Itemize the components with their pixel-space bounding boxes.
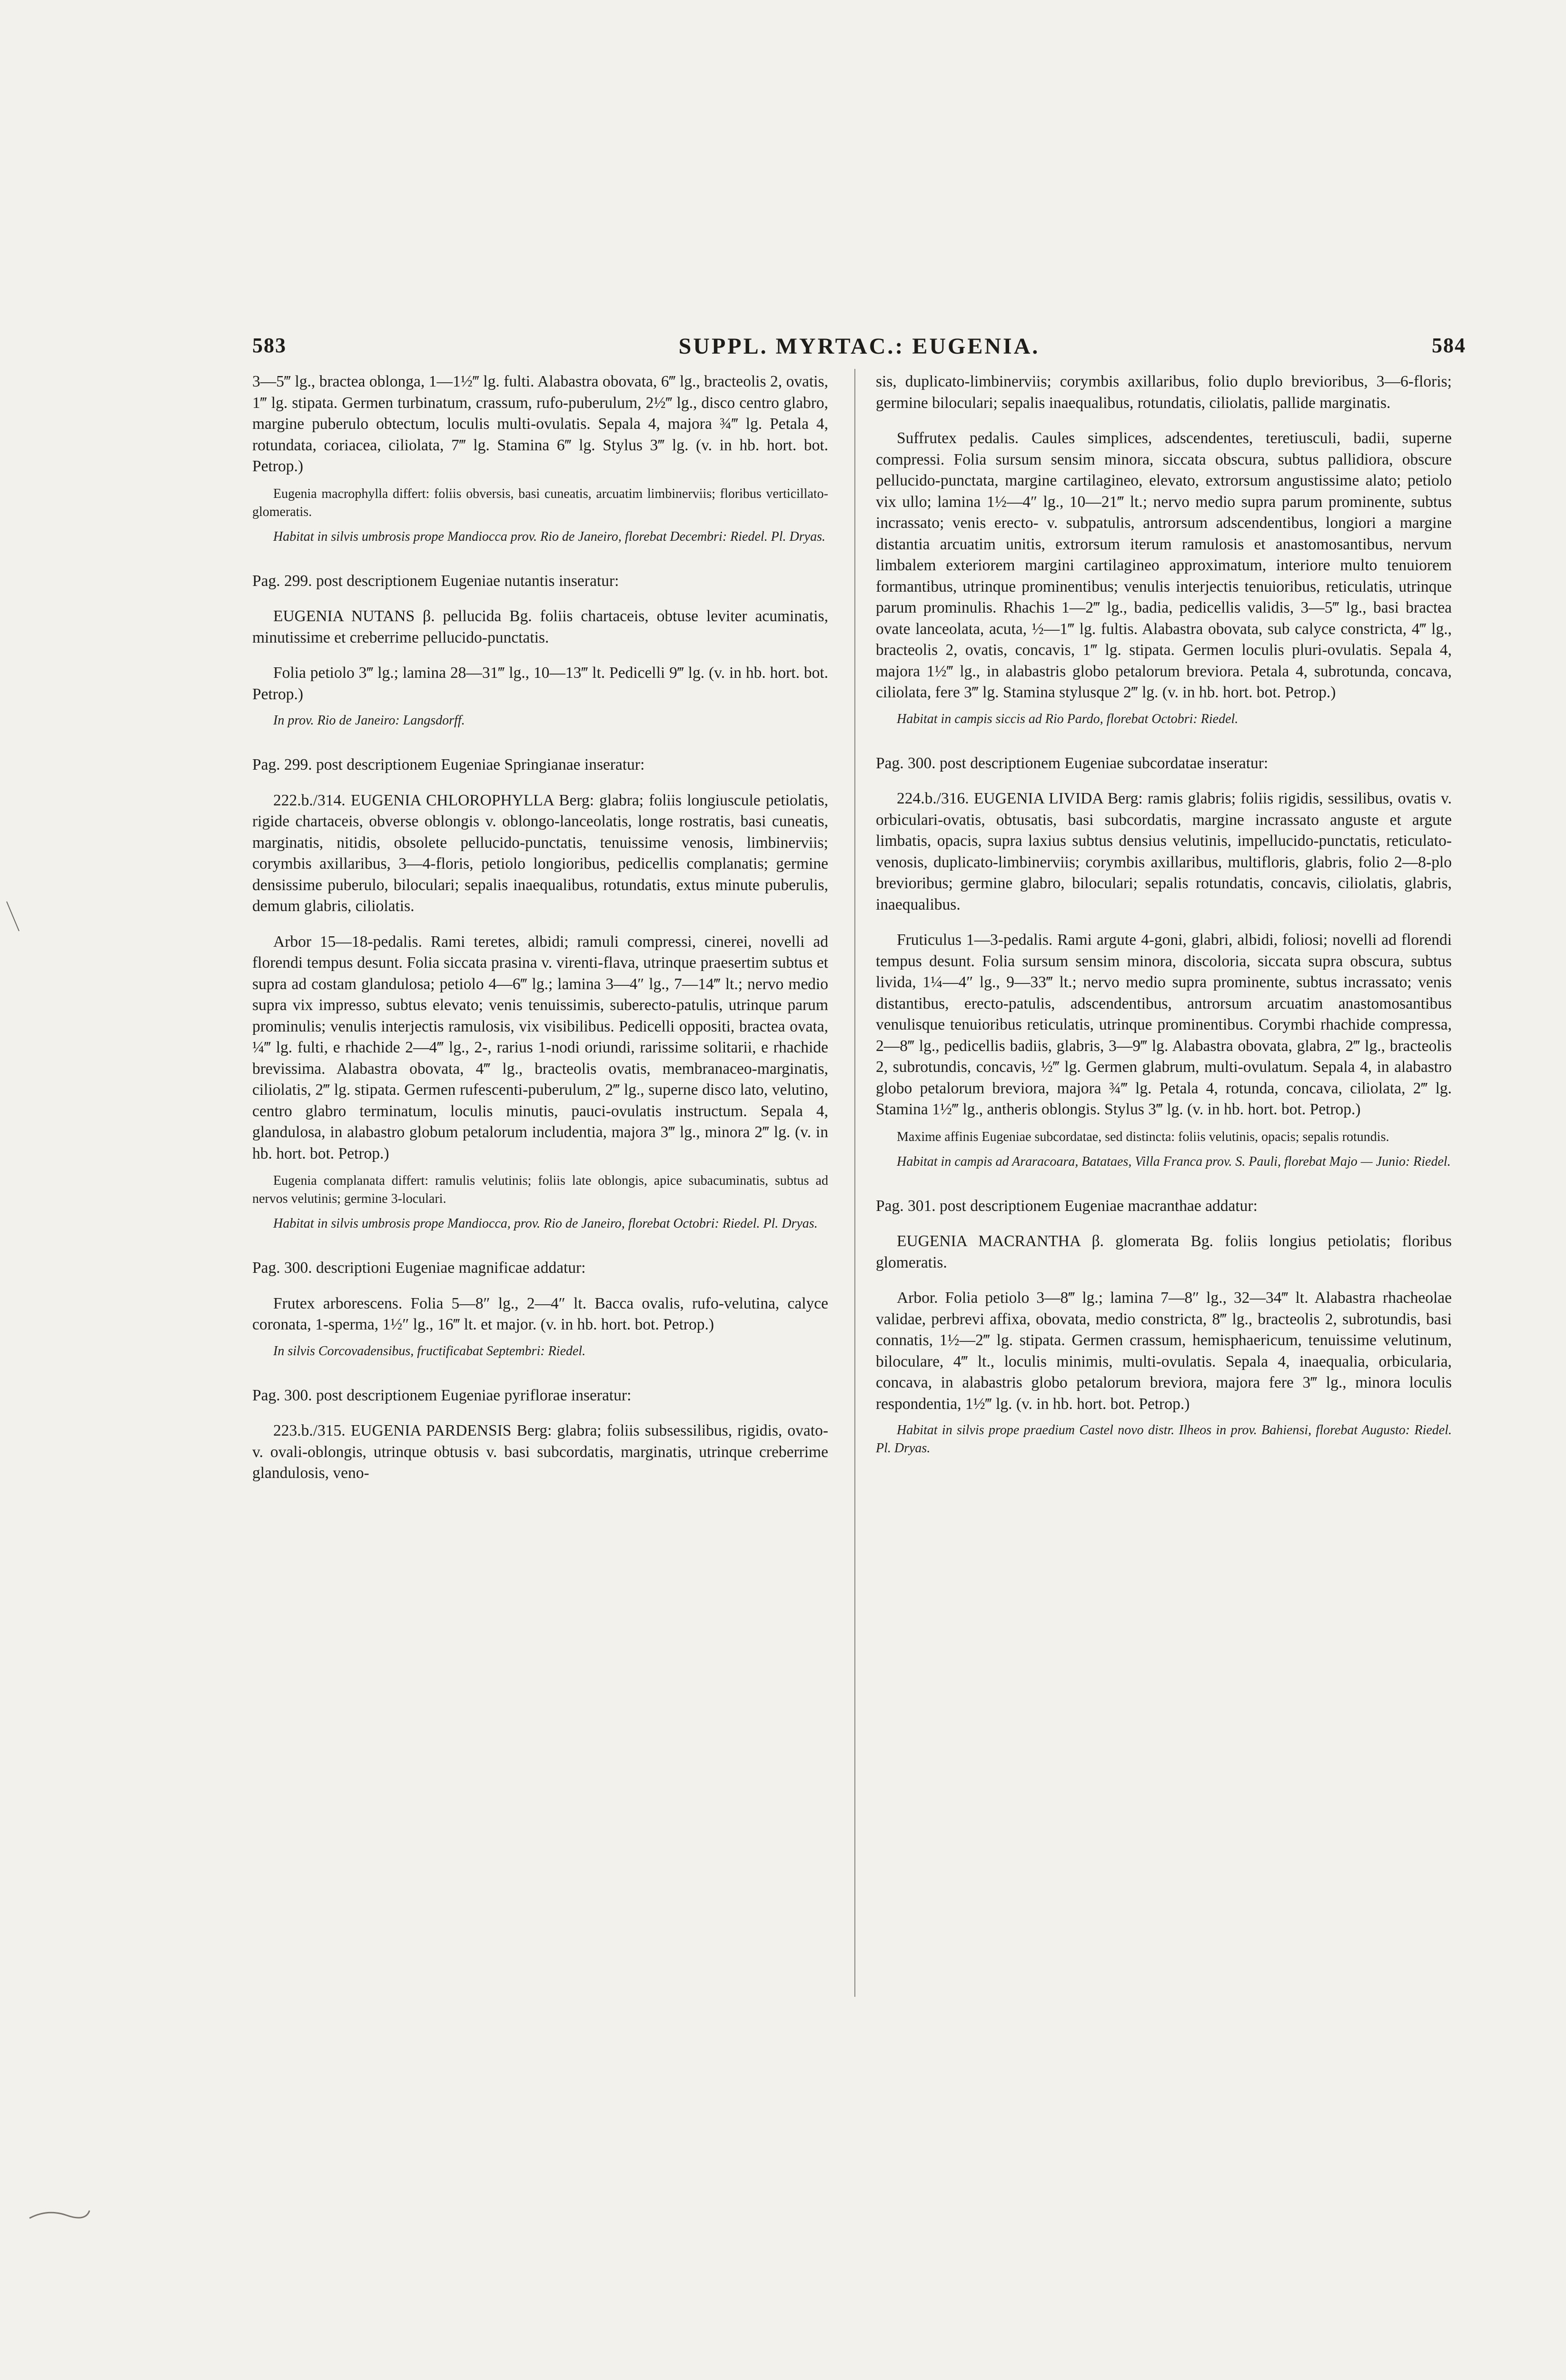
right-column [876, 371, 1452, 1458]
running-title: SUPPL. MYRTAC.: EUGENIA. [678, 334, 1040, 359]
species-description: Fruticulus 1—3-pedalis. Rami argute 4-goni, glabri, albidi, foliosi; novelli ad florendi tempus desunt. Folia sursum sensim minora, discoloria, siccata supra obscura, subtus livida, 1¼—4″ lg., 9—33‴ lt.; nervo medio supra prominente, subtus incrassato; venis distantibus, erecto-patulis, adscendentibus, antrorsum arcuatim anastomosantibus venulisque tenuioribus reticulatis, utrinque prominentibus. Corymbi rhachide compressa, 2—8‴ lg., pedicellis badiis, glabris, 3—9‴ lg. Alabastra obovata, glabra, 2‴ lg., bracteolis 2, subrotundis, concavis, ½‴ lg. Germen glabrum, multi-ovulatum. Sepala 4, in alabastro globo petalorum breviora, majora ¾‴ lg. Petala 4, rotunda, concava, ciliolata, 2‴ lg. Stamina 1½‴ lg., antheris oblongis. Stylus 3‴ lg. (v. in hb. hort. bot. Petrop.) [876, 931, 1452, 1118]
running-header [252, 333, 1466, 364]
section-livida [876, 753, 1452, 1171]
column-divider [854, 369, 855, 1997]
species-heading: 224.b./316. EUGENIA LIVIDA Berg: ramis glabris; foliis rigidis, sessilibus, ovatis v. orbiculari-ovatis, obtusatis, basi subcordatis, margine incrassato anguste et argute limbatis, opacis, supra laxius subtus densius velutinis, impellucido-punctatis, reticulato-venosis, duplicato-limbinerviis; corymbis axillaribus, multifloris, glabris, folio 2—8-plo brevioribus; germine glabro, bilocularі; sepalis rotundatis, concavis, ciliolatis, glabris, inaequalibus. [876, 790, 1452, 913]
differential-note: Eugenia macrophylla differt: foliis obversis, basi cuneatis, arcuatim limbinerviis; floribus verticillato-glomeratis. [252, 486, 828, 519]
species-heading: 222.b./314. EUGENIA CHLOROPHYLLA Berg: glabra; foliis longiuscule petiolatis, rigide chartaceis, obverse oblongis v. oblongo-lanceolatis, longe rostratis, basi cuneatis, marginatis, nitidis, obsolete pellucido-punctatis, tenuissime venosis, limbinerviis; corymbis axillaribus, 3—4-floris, petiolo longioribus, pedicellis complanatis; germine densissime puberulo, biloculari; sepalis inaequalibus, rotundatis, extus minute puberulis, demum glabris, ciliolatis. [252, 791, 828, 915]
margin-pen-stroke [29, 2204, 90, 2223]
section-nutans [252, 571, 828, 730]
differential-note: Maxime affinis Eugeniae subcordatae, sed distincta: foliis velutinis, opacis; sepalis rotundis. [897, 1129, 1389, 1144]
section-chlorophylla [252, 754, 828, 1233]
species-description: Suffrutex pedalis. Caules simplices, adscendentes, teretiusculi, badii, superne compressi. Folia sursum sensim minora, siccata obscura, subtus pallidiora, obscure pellucido-punctata, margine cartilagineo, elevato, extrorsum angustissime alato; petiolo vix ullo; lamina 1½—4″ lg., 10—21‴ lt.; nervo medio supra parum prominente, subtus incrassato; venis erecto- v. subpatulis, antrorsum adscendentibus, longiori a margine distantia arcuatim unitis, extrorsum iterum ramulosis et anastomosantibus, nervum limbalem exteriorem margini cartilagineo approximatum, interiore multo tenuiorem formantibus, utrinque prominentibus; venulis interjectis tenuioribus, reticulatis, utrinque parum prominulis. Rhachis 1—2‴ lg., badia, pedicellis validis, 3—5‴ lg., basi bractea ovate lanceolata, acuta, ½—1‴ lg. fultis. Alabastra obovata, sub calyce constricta, 4‴ lg., bracteolis 2, ovatis, concavis, 1‴ lg. stipata. Germen loculis pluri-ovulatis. Sepala 4, majora 1½‴ lg., in alabastris globo petalorum breviora. Petala 4, subrotunda, concava, ciliolata, fere 3‴ lg. Stamina stylusque 2‴ lg. (v. in hb. hort. bot. Petrop.) [876, 429, 1452, 701]
margin-bracket-mark [5, 900, 22, 933]
left-column [252, 371, 828, 1484]
habitat-note: Habitat in silvis umbrosis prope Mandiocca, prov. Rio de Janeiro, florebat Octobri: Riedel. Pl. Dryas. [273, 1216, 818, 1231]
species-description: Arbor 15—18-pedalis. Rami teretes, albidi; ramuli compressi, cinerei, novelli ad florendi tempus desunt. Folia siccata prasina v. virenti-flava, utrinque praesertim subtus et supra ad costam glandulosa; petiolo 4—6‴ lg.; lamina 3—4″ lg., 7—14‴ lt.; nervo medio supra vix impresso, subtus elevato; venis tenuissimis, suberecto-patulis, utrinque parum prominulis; venulis interjectis ramulosis, vix visibilibus. Pedicelli oppositi, bractea ovata, ¼‴ lg. fulti, e rhachide 2—4‴ lg., 2-, rarius 1-nodi oriundi, rarissime solitarii, e rhachide brevissima. Alabastra obovata, 4‴ lg., bracteolis ovatis, membranaceo-marginatis, ciliolatis, 2‴ lg. stipata. Germen rufescenti-puberulum, 2‴ lg., superne disco lato, velutino, centro glabro terminatum, loculis minutis, pauci-ovulatis instructum. Sepala 4, glandulosa, in alabastro globum petalorum includentia, majora 3‴ lg., minora 2‴ lg. (v. in hb. hort. bot. Petrop.) [252, 932, 828, 1162]
section-pardensis [252, 1385, 828, 1484]
habitat-note: Habitat in silvis prope praedium Castel novo distr. Ilheos in prov. Bahiensi, florebat Augusto: Riedel. Pl. Dryas. [876, 1423, 1452, 1456]
continued-description: sis, duplicato-limbinerviis; corymbis axillaribus, folio duplo brevioribus, 3—6-floris; germine biloculari; sepalis inaequalibus, rotundatis, ciliolatis, pallide marginatis. [876, 373, 1452, 412]
habitat-note: Habitat in campis ad Araracoara, Batataes, Villa Franca prov. S. Pauli, florebat Majo — Junio: Riedel. [897, 1154, 1451, 1169]
species-description: Frutex arborescens. Folia 5—8″ lg., 2—4″ lt. Bacca ovalis, rufo-velutina, calyce coronata, 1-sperma, 1½″ lg., 16‴ lt. et major. (v. in hb. hort. bot. Petrop.) [252, 1294, 828, 1333]
habitat-note: Habitat in silvis umbrosis prope Mandiocca prov. Rio de Janeiro, florebat Decembri: Riedel. Pl. Dryas. [273, 529, 825, 544]
species-description: Arbor. Folia petiolo 3—8‴ lg.; lamina 7—8″ lg., 32—34‴ lt. Alabastra rhacheolae validae, perbrevi affixa, obovata, medio constricta, 8‴ lg., bracteolis 2, subrotundis, basi connatis, 1½—2‴ lg. stipata. Germen crassum, hemisphaericum, tenuissime velutinum, biloculare, 4‴ lt., loculis minimis, multi-ovulatis. Sepala 4, inaequalia, orbicularia, concava, in alabastris globo petalorum breviora, majora fere 3‴ lg., minora loculis respondentia, 1½‴ lg. (v. in hb. hort. bot. Petrop.) [876, 1289, 1452, 1413]
page-number-left: 583 [252, 334, 287, 357]
species-heading: EUGENIA NUTANS β. pellucida Bg. foliis chartaceis, obtuse leviter acuminatis, minutissime et creberrime pellucido-punctatis. [252, 607, 828, 646]
habitat-note: Habitat in campis siccis ad Rio Pardo, florebat Octobri: Riedel. [897, 711, 1239, 726]
species-description: Folia petiolo 3‴ lg.; lamina 28—31‴ lg., 10—13‴ lt. Pedicelli 9‴ lg. (v. in hb. hort. bot. Petrop.) [252, 664, 828, 703]
section-magnifica [252, 1258, 828, 1360]
habitat-note: In silvis Corcovadensibus, fructificabat Septembri: Riedel. [273, 1343, 586, 1359]
differential-note: Eugenia complanata differt: ramulis velutinis; foliis late oblongis, apice subacuminatis, subtus ad nervos velutinis; germine 3-loculari. [252, 1173, 828, 1206]
section-intro: Pag. 300. post descriptionem Eugeniae subcordatae inseratur: [876, 754, 1269, 772]
continued-description: 3—5‴ lg., bractea oblonga, 1—1½‴ lg. fulti. Alabastra obovata, 6‴ lg., bracteolis 2, ovatis, 1‴ lg. stipata. Germen turbinatum, crassum, rufo-puberulum, 2½‴ lg., disco centro glabro, margine puberulo obtectum, loculis multi-ovulatis. Sepala 4, majora ¾‴ lg. Petala 4, rotundata, coriacea, ciliolata, 7‴ lg. Stamina 6‴ lg. Stylus 3‴ lg. (v. in hb. hort. bot. Petrop.) [252, 373, 828, 475]
section-intro: Pag. 301. post descriptionem Eugeniae macranthae addatur: [876, 1197, 1258, 1215]
section-intro: Pag. 300. descriptioni Eugeniae magnificae addatur: [252, 1259, 586, 1277]
species-heading: EUGENIA MACRANTHA β. glomerata Bg. foliis longius petiolatis; floribus glomeratis. [876, 1232, 1452, 1271]
section-intro: Pag. 300. post descriptionem Eugeniae pyriflorae inseratur: [252, 1386, 632, 1404]
page-number-right: 584 [1432, 334, 1466, 357]
section-intro: Pag. 299. post descriptionem Eugeniae nutantis inseratur: [252, 572, 619, 590]
section-macrantha [876, 1196, 1452, 1458]
species-heading: 223.b./315. EUGENIA PARDENSIS Berg: glabra; foliis subsessilibus, rigidis, ovato- v. ovali-oblongis, utrinque obtusis v. basi subcordatis, marginatis, utrinque creberrime glandulosis, veno- [252, 1422, 828, 1482]
habitat-note: In prov. Rio de Janeiro: Langsdorff. [273, 713, 465, 728]
section-intro: Pag. 299. post descriptionem Eugeniae Springianae inseratur: [252, 756, 645, 774]
